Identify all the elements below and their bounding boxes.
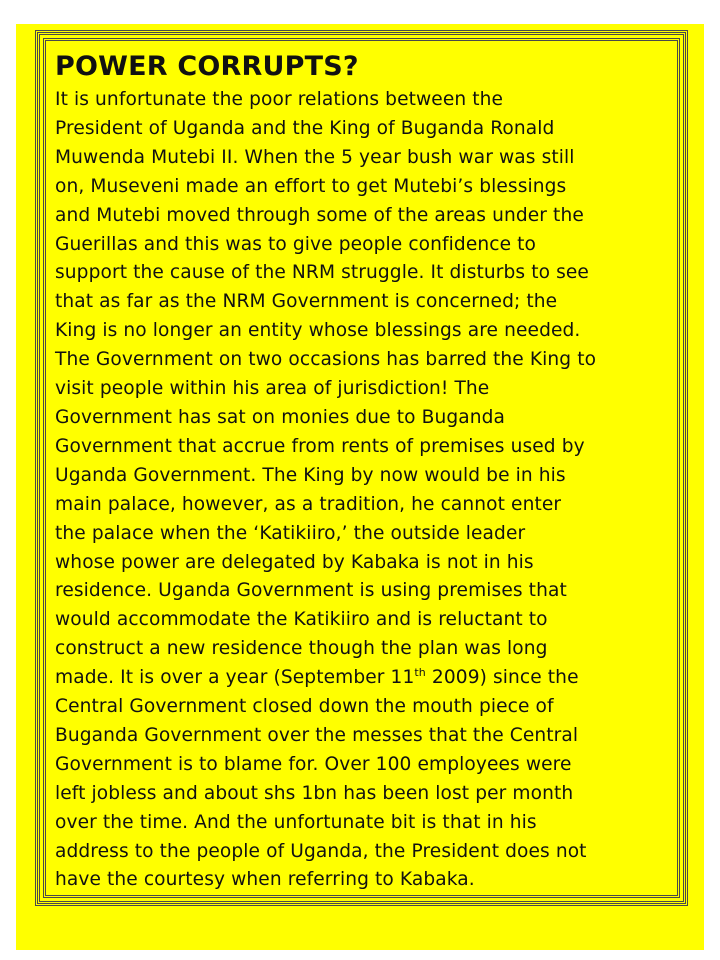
article-body-line: Buganda Government over the messes that the Central	[55, 724, 579, 746]
article-body-line: Government has sat on monies due to Buganda	[55, 406, 506, 428]
article-body-line: left jobless and about shs 1bn has been lost per month	[55, 782, 574, 804]
article-body-line: King is no longer an entity whose blessings are needed.	[55, 320, 581, 342]
article-body-line: It is unfortunate the poor relations between the	[55, 89, 504, 110]
article-body-line: and Mutebi moved through some of the areas under the	[55, 204, 584, 226]
article-body-line: Central Government closed down the mouth piece of	[55, 696, 554, 718]
article-body-line: construct a new residence though the plan was long	[55, 638, 548, 660]
article-body-line: whose power are delegated by Kabaka is not in his	[55, 551, 534, 573]
article-body-line: main palace, however, as a tradition, he cannot enter	[55, 493, 562, 515]
article-body-line: The Government on two occasions has barred the King to	[55, 349, 597, 371]
article-title: POWER CORRUPTS?	[55, 51, 359, 82]
article-body-line: have the courtesy when referring to Kabaka.	[55, 869, 475, 891]
date-ordinal-superscript: th	[414, 665, 426, 679]
article-body-line: the palace when the ‘Katikiiro,’ the outside leader	[55, 522, 526, 544]
article-body-line: over the time. And the unfortunate bit is that in his	[55, 811, 537, 833]
article-body-line: on, Museveni made an effort to get Mutebi’s blessings	[55, 175, 567, 197]
article-body-line-date	[55, 664, 675, 693]
article-body-line: residence. Uganda Government is using premises that	[55, 580, 567, 602]
article-body-line: address to the people of Uganda, the President does not	[55, 840, 587, 862]
article-body-line: President of Uganda and the King of Buganda Ronald	[55, 117, 555, 139]
article-content	[55, 48, 675, 895]
article-body-line: visit people within his area of jurisdiction! The	[55, 378, 490, 400]
article-body-line: Guerillas and this was to give people confidence to	[55, 233, 536, 255]
article-body-line: would accommodate the Katikiiro and is reluctant to	[55, 609, 548, 631]
date-line-before: made. It is over a year (September 11	[55, 667, 415, 689]
date-line-after: 2009) since the	[425, 667, 579, 689]
article-body-line: that as far as the NRM Government is concerned; the	[55, 291, 558, 313]
article-body-line: Government that accrue from rents of premises used by	[55, 435, 585, 457]
article-body-line: support the cause of the NRM struggle. It disturbs to see	[55, 262, 589, 284]
article-body-line: Muwenda Mutebi II. When the 5 year bush war was still	[55, 146, 575, 168]
article-body-line: Government is to blame for. Over 100 employees were	[55, 753, 572, 775]
article-body-line: Uganda Government. The King by now would be in his	[55, 464, 566, 486]
article-body	[55, 86, 675, 895]
